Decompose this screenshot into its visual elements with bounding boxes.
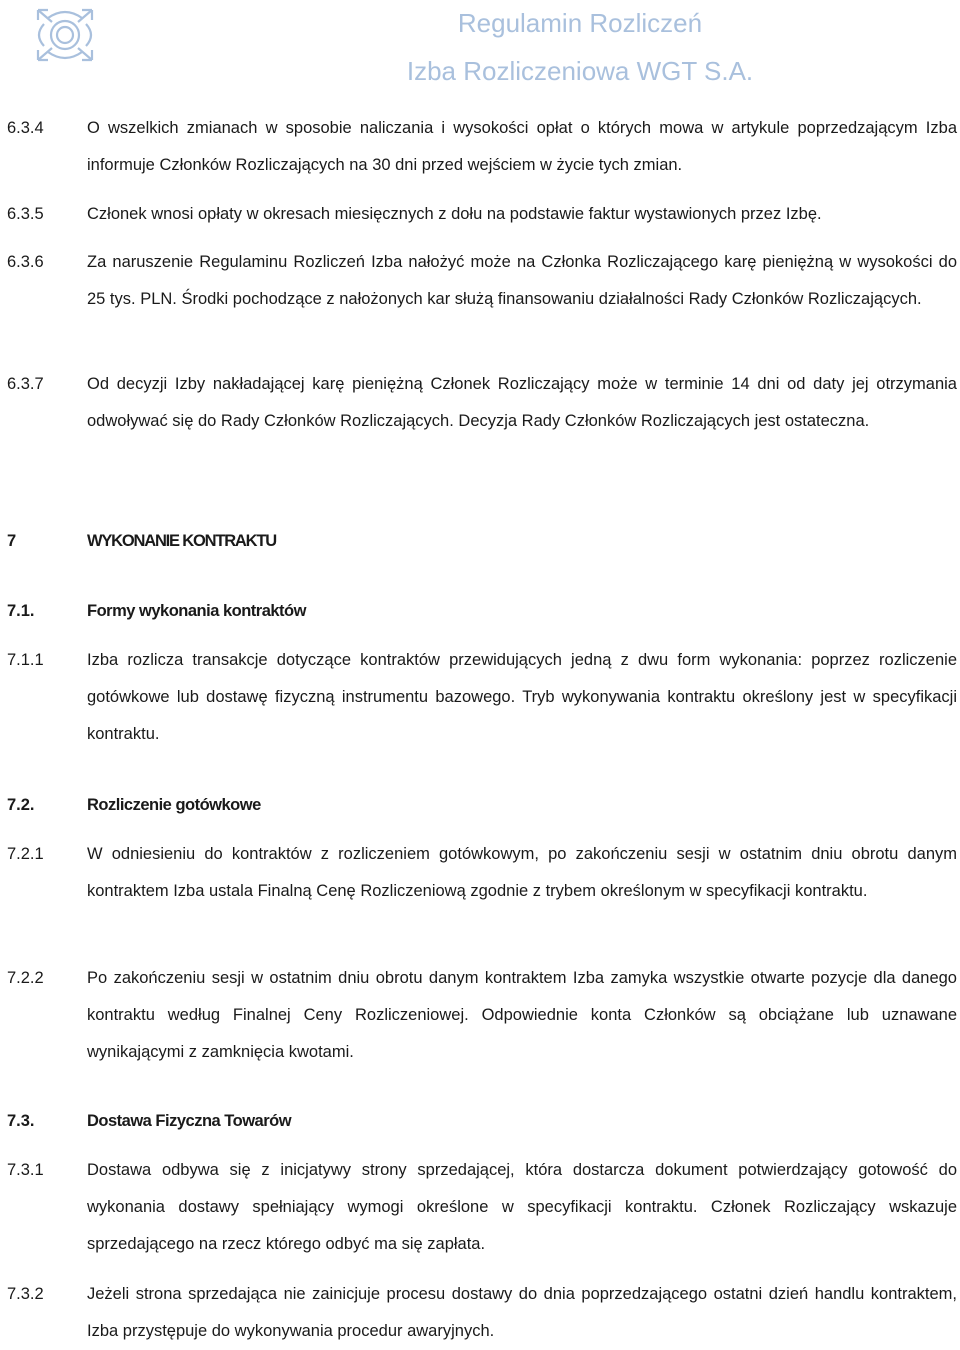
clause-number: 6.3.4	[7, 119, 44, 137]
subsection-number: 7.1.	[7, 602, 35, 620]
subsection-heading: Rozliczenie gotówkowe	[87, 796, 261, 814]
clause-number: 7.1.1	[7, 651, 44, 669]
clause-number: 6.3.5	[7, 205, 44, 223]
section-heading: WYKONANIE KONTRAKTU	[87, 532, 276, 550]
header-subtitle: Izba Rozliczeniowa WGT S.A.	[406, 56, 754, 86]
clause-number: 6.3.6	[7, 253, 44, 271]
subsection-number: 7.2.	[7, 796, 35, 814]
subsection-number: 7.3.	[7, 1112, 35, 1130]
header-title: Regulamin Rozliczeń	[457, 8, 703, 38]
clause-number: 7.3.1	[7, 1161, 44, 1179]
section-number: 7	[7, 532, 17, 550]
clause-number: 7.3.2	[7, 1285, 44, 1303]
clause-text: Po zakończeniu sesji w ostatnim dniu obrotu danym kontraktem Izba zamyka wszystkie otwarte pozycje dla danego kontraktu według Finalnej Ceny Rozliczeniowej. Odpowiednie konta Członków są obciążane lub uznawane wynikającymi z zamknięcia kwotami.	[87, 969, 957, 1061]
clause-number: 7.2.2	[7, 969, 44, 987]
clause-text: W odniesieniu do kontraktów z rozliczeniem gotówkowym, po zakończeniu sesji w ostatnim dniu obrotu danym kontraktem Izba ustala Finalną Cenę Rozliczeniową zgodnie z trybem określonym w specyfikacji kontraktu.	[87, 845, 957, 900]
clause-text: O wszelkich zmianach w sposobie naliczania i wysokości opłat o których mowa w artykule poprzedzającym Izba informuje Członków Rozliczających na 30 dni przed wejściem w życie tych zmian.	[87, 119, 957, 174]
clause-number: 7.2.1	[7, 845, 44, 863]
subsection-heading: Dostawa Fizyczna Towarów	[87, 1112, 292, 1130]
subsection-heading: Formy wykonania kontraktów	[87, 602, 306, 620]
clause-text: Członek wnosi opłaty w okresach miesięcznych z dołu na podstawie faktur wystawionych przez Izbę.	[87, 205, 822, 223]
clause-text: Jeżeli strona sprzedająca nie zainicjuje procesu dostawy do dnia poprzedzającego ostatni dzień handlu kontraktem, Izba przystępuje do wykonywania procedur awaryjnych.	[87, 1285, 957, 1340]
clause-text: Dostawa odbywa się z inicjatywy strony sprzedającej, która dostarcza dokument potwierdzający gotowość do wykonania dostawy spełniający wymogi określone w specyfikacji kontraktu. Członek Rozliczający wskazuje sprzedającego na rzecz którego odbyć ma się zapłata.	[87, 1161, 957, 1253]
clause-text: Od decyzji Izby nakładającej karę pieniężną Członek Rozliczający może w terminie 14 dni od daty jej otrzymania odwoływać się do Rady Członków Rozliczających. Decyzja Rady Członków Rozliczających jest ostateczna.	[87, 375, 957, 430]
clause-number: 6.3.7	[7, 375, 44, 393]
clause-text: Za naruszenie Regulaminu Rozliczeń Izba nałożyć może na Członka Rozliczającego karę pieniężną w wysokości do 25 tys. PLN. Środki pochodzące z nałożonych kar służą finansowaniu działalności Rady Członków Rozliczających.	[87, 253, 957, 308]
clause-text: Izba rozlicza transakcje dotyczące kontraktów przewidujących jedną z dwu form wykonania: poprzez rozliczenie gotówkowe lub dostawę fizyczną instrumentu bazowego. Tryb wykonywania kontraktu określony jest w specyfikacji kontraktu.	[87, 651, 957, 743]
